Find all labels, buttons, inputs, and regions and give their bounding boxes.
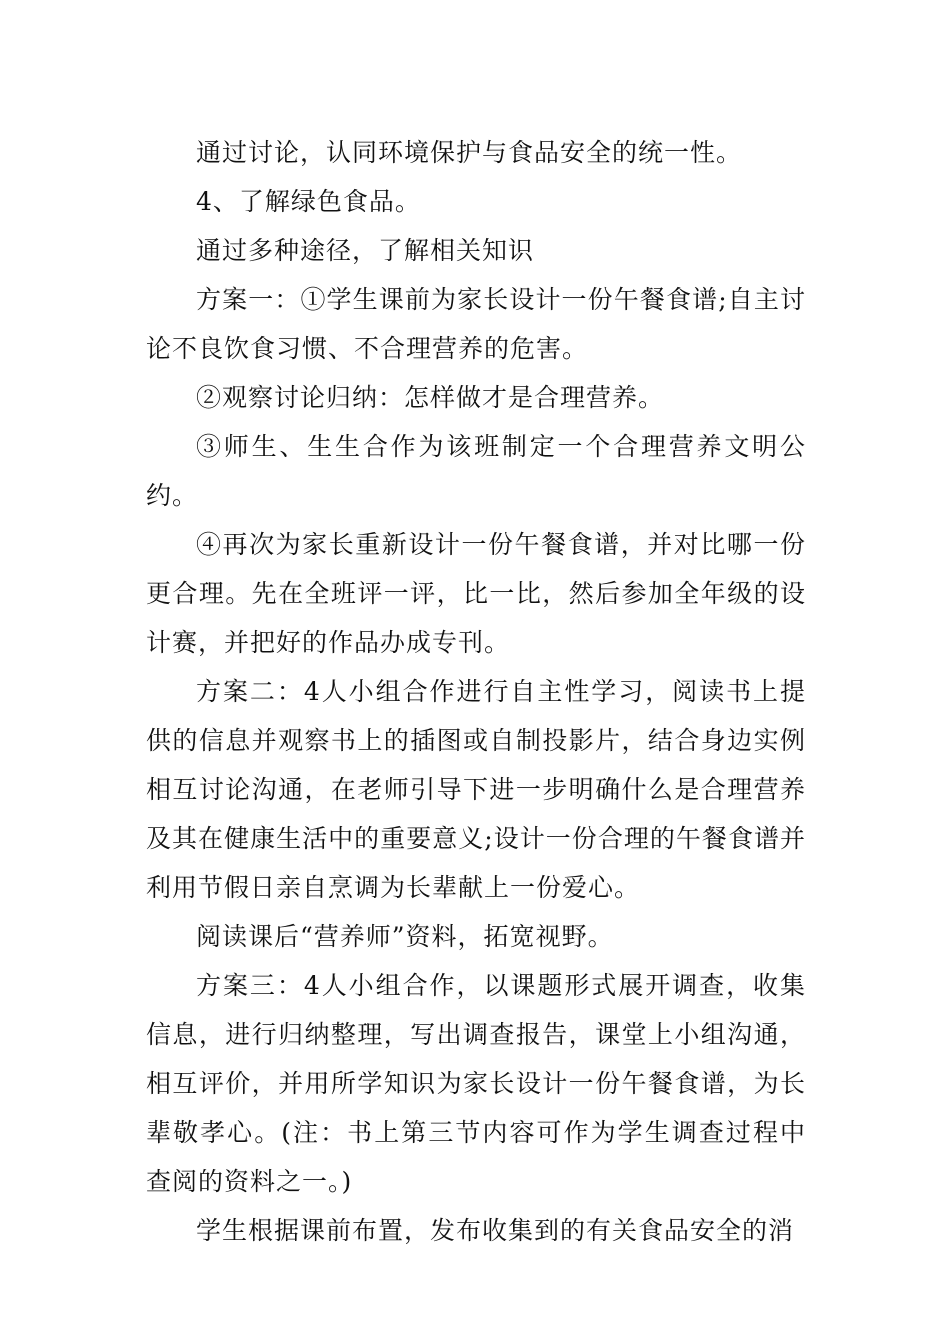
- paragraph-student-report: 学生根据课前布置，发布收集到的有关食品安全的消: [196, 1216, 795, 1245]
- paragraph-plan-three: 方案三：4人小组合作，以课题形式展开调查，收集信息，进行归纳整理，写出调查报告，课堂上小组沟通，相互评价，并用所学知识为家长设计一份午餐食谱，为长辈敬孝心。(注：书上第三节内容可作为学生调查过程中查阅的资料之一。): [146, 971, 806, 1196]
- document-page: [146, 128, 806, 1255]
- paragraph-related-knowledge: 通过多种途径，了解相关知识: [196, 236, 535, 265]
- paragraph-environment-food-safety: 通过讨论，认同环境保护与食品安全的统一性。: [196, 138, 743, 167]
- paragraph-nutritionist-reading: 阅读课后“营养师”资料，拓宽视野。: [196, 922, 614, 951]
- paragraph-green-food-heading: 4、了解绿色食品。: [196, 187, 421, 216]
- paragraph-plan-two: 方案二：4人小组合作进行自主性学习，阅读书上提供的信息并观察书上的插图或自制投影片，结合身边实例相互讨论沟通，在老师引导下进一步明确什么是合理营养及其在健康生活中的重要意义;设计一份合理的午餐食谱并利用节假日亲自烹调为长辈献上一份爱心。: [146, 677, 806, 902]
- paragraph-plan-one-step-2: ②观察讨论归纳：怎样做才是合理营养。: [196, 383, 665, 412]
- paragraph-plan-one-step-3: ③师生、生生合作为该班制定一个合理营养文明公约。: [146, 432, 806, 510]
- paragraph-plan-one-step-4: ④再次为家长重新设计一份午餐食谱，并对比哪一份更合理。先在全班评一评，比一比，然后参加全年级的设计赛，并把好的作品办成专刊。: [146, 530, 806, 657]
- paragraph-plan-one: 方案一：①学生课前为家长设计一份午餐食谱;自主讨论不良饮食习惯、不合理营养的危害。: [146, 285, 806, 363]
